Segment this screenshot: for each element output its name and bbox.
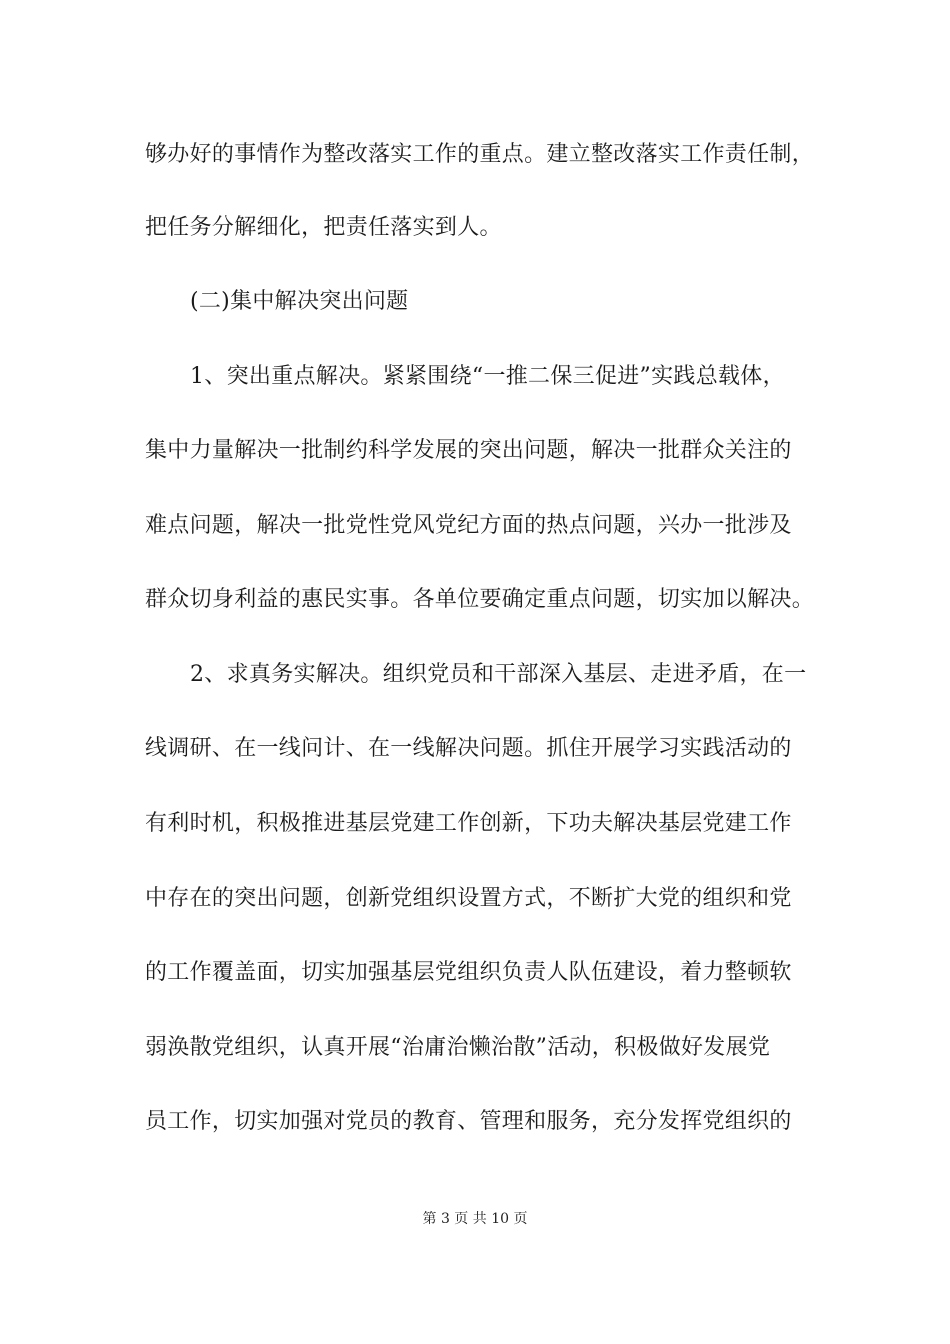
text-line: 2、求真务实解决。组织党员和干部深入基层、走进矛盾，在一	[190, 662, 807, 687]
text-line: 够办好的事情作为整改落实工作的重点。建立整改落实工作责任制，	[145, 142, 815, 167]
text-line: 把任务分解细化，把责任落实到人。	[145, 215, 502, 240]
text-line: 线调研、在一线问计、在一线解决问题。抓住开展学习实践活动的	[145, 736, 792, 761]
text-line: 中存在的突出问题，创新党组织设置方式，不断扩大党的组织和党	[145, 886, 792, 911]
page-number: 第 3 页 共 10 页	[422, 1211, 528, 1227]
text-line: 集中力量解决一批制约科学发展的突出问题，解决一批群众关注的	[145, 438, 792, 463]
text-line: 群众切身利益的惠民实事。各单位要确定重点问题，切实加以解决。	[145, 587, 815, 612]
text-line: 1、突出重点解决。紧紧围绕“一推二保三促进”实践总载体，	[190, 364, 785, 389]
text-line: 的工作覆盖面，切实加强基层党组织负责人队伍建设，着力整顿软	[145, 960, 792, 985]
text-line: 员工作，切实加强对党员的教育、管理和服务，充分发挥党组织的	[145, 1109, 792, 1134]
text-line: 弱涣散党组织，认真开展“治庸治懒治散”活动，积极做好发展党	[145, 1035, 771, 1060]
text-line: 难点问题，解决一批党性党风党纪方面的热点问题，兴办一批涉及	[145, 513, 792, 538]
section-heading: (二)集中解决突出问题	[190, 289, 409, 314]
text-line: 有利时机，积极推进基层党建工作创新，下功夫解决基层党建工作	[145, 811, 792, 836]
